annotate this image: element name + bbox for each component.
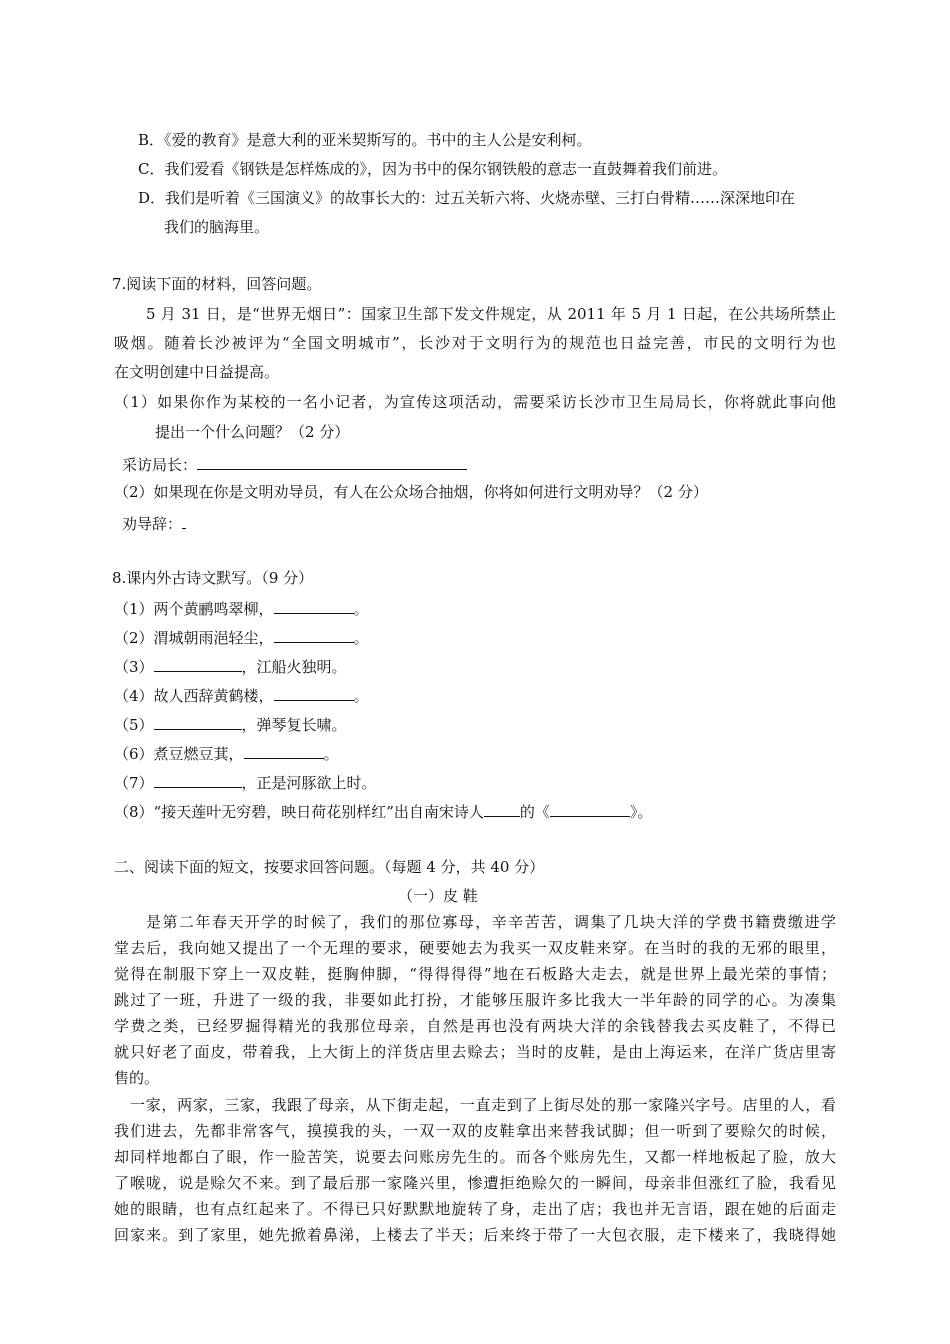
poem-item-number: （1） [114, 600, 154, 618]
persuade-label: 劝导辞： [122, 515, 183, 533]
story-para2-line2: 我们进去，先都非常客气，摸摸我的头，一双一双的皮鞋拿出来替我试脚；但一听到了要赊欠的时候， [114, 1122, 836, 1140]
poem-item-number: （5） [114, 716, 154, 734]
poem-title-blank[interactable] [550, 800, 630, 817]
poem-line-end: ，弹琴复长啸。 [241, 716, 347, 734]
story-para2-line1: 一家，两家，三家，我跟了母亲，从下街走起，一直走到了上街尽处的那一家隆兴字号。店里的人，看 [130, 1096, 836, 1114]
poem-item-2 [114, 626, 369, 648]
poem-item-4 [114, 684, 369, 706]
poem-item-number: （2） [114, 629, 154, 647]
poem-item-number: （8） [114, 803, 154, 821]
poem-line-end: 。 [353, 687, 369, 705]
poem-line-end: 。 [353, 629, 369, 647]
q7-material-line3: 在文明创建中日益提高。 [114, 363, 280, 381]
q7-material-line2: 吸烟。随着长沙被评为“全国文明城市”，长沙对于文明行为的规范也日益完善，市民的文明行为也 [114, 334, 836, 352]
story-para1-line2: 堂去后，我向她又提出了一个无理的要求，硬要她去为我买一双皮鞋来穿。在当时的我的无邪的眼里， [114, 939, 836, 957]
poem-source-question: “接天莲叶无穷碧，映日荷花别样红”出自南宋诗人 [153, 803, 484, 821]
story-para2-line4: 了喉咙，说是赊欠不来。到了最后那一家隆兴里，惨遭拒绝赊欠的一瞬间，母亲非但涨红了脸，我看见 [114, 1174, 836, 1192]
q8-title: 8.课内外古诗文默写。（9 分） [112, 569, 314, 587]
poem-item-number: （7） [114, 774, 154, 792]
poet-name-blank[interactable] [484, 800, 520, 817]
q7-material-line1: 5 月 31 日，是“世界无烟日”：国家卫生部下发文件规定，从 2011 年 5 月 1 日起，在公共场所禁止 [146, 305, 836, 323]
q6-option-c: C．我们爱看《钢铁是怎样炼成的》，因为书中的保尔钢铁般的意志一直鼓舞着我们前进。 [138, 160, 727, 178]
poem-blank[interactable] [244, 742, 324, 759]
poem-item-number: （4） [114, 687, 154, 705]
poem-line-end: 。 [323, 745, 339, 763]
poem-line-given: 煮豆燃豆萁， [153, 745, 244, 763]
story-para2-line6: 回家来。到了家里，她先掀着鼻涕，上楼去了半天；后来终于带了一大包衣服，走下楼来了，我晓得她 [114, 1226, 836, 1244]
poem-item-number: （3） [114, 658, 154, 676]
poem-blank[interactable] [154, 713, 242, 730]
poem-item-6 [114, 742, 339, 764]
interview-answer-blank[interactable] [197, 453, 467, 470]
q7-title: 7.阅读下面的材料，回答问题。 [112, 275, 322, 293]
story-para1-line3: 觉得在制服下穿上一双皮鞋，挺胸伸脚，“得得得得”地在石板路大走去，就是世界上最光荣的事情； [114, 965, 836, 983]
poem-line-end: ，正是河豚欲上时。 [241, 774, 377, 792]
poem-item-5 [114, 713, 347, 735]
poem-item-7 [114, 771, 377, 793]
poem-line-given: 故人西辞黄鹤楼， [153, 687, 274, 705]
section2-heading: 二、阅读下面的短文，按要求回答问题。（每题 4 分，共 40 分） [114, 858, 545, 876]
q7-sub2: （2）如果现在你是文明劝导员，有人在公众场合抽烟，你将如何进行文明劝导？（2 分） [114, 483, 708, 501]
q6-option-b: B．《爱的教育》是意大利的亚米契斯写的。书中的主人公是安利柯。 [138, 131, 592, 149]
persuade-answer-blank[interactable] [182, 512, 186, 529]
poem-line-given: 渭城朝雨浥轻尘， [153, 629, 274, 647]
poem-blank[interactable] [154, 655, 242, 672]
q7-sub1-line2: 提出一个什么问题？（2 分） [155, 423, 350, 441]
q6-option-d-line1: D．我们是听着《三国演义》的故事长大的：过五关斩六将、火烧赤壁、三打白骨精……深深地印在 [138, 189, 796, 207]
story-para2-line5: 她的眼睛，也有点红起来了。不得已只好默默地旋转了身，走出了店；我也并无言语，跟在她的后面走 [114, 1200, 836, 1218]
poem-item-3 [114, 655, 347, 677]
story-para1-line6: 就只好老了面皮，带着我，上大街上的洋货店里去赊去；当时的皮鞋，是由上海运来，在洋广货店里寄 [114, 1043, 836, 1061]
story-para1-line1: 是第二年春天开学的时候了，我们的那位寡母，辛辛苦苦，调集了几块大洋的学费书籍费缴进学 [146, 913, 836, 931]
poem-blank[interactable] [274, 626, 354, 643]
poem-source-end: 》。 [629, 803, 653, 821]
q7-sub1-line1: （1）如果你作为某校的一名小记者，为宣传这项活动，需要采访长沙市卫生局局长，你将就此事向他 [114, 393, 836, 411]
poem-line-end: ，江船火独明。 [241, 658, 347, 676]
persuade-row [122, 512, 186, 534]
story-para1-line5: 学费之类，已经罗掘得精光的我那位母亲，自然是再也没有两块大洋的余钱替我去买皮鞋了，不得已 [114, 1017, 836, 1035]
story-title: （一）皮 鞋 [398, 887, 478, 905]
q6-option-d-line2: 我们的脑海里。 [164, 218, 270, 236]
poem-source-mid: 的《 [519, 803, 550, 821]
poem-item-number: （6） [114, 745, 154, 763]
story-para2-line3: 却同样地都白了眼，作一脸苦笑，说要去问账房先生的。而各个账房先生，又都一样地板起了脸，放大 [114, 1148, 836, 1166]
interview-label: 采访局长： [122, 456, 198, 474]
story-para1-line7: 售的。 [114, 1069, 160, 1087]
poem-item-1 [114, 597, 369, 619]
poem-blank[interactable] [274, 684, 354, 701]
poem-blank[interactable] [274, 597, 354, 614]
poem-item-8 [114, 800, 652, 822]
poem-line-given: 两个黄鹂鸣翠柳， [153, 600, 274, 618]
interview-row [122, 453, 467, 475]
poem-blank[interactable] [154, 771, 242, 788]
story-para1-line4: 跳过了一班，升进了一级的我，非要如此打扮，才能够压服许多比我大一半年龄的同学的心。为凑集 [114, 991, 836, 1009]
poem-line-end: 。 [353, 600, 369, 618]
